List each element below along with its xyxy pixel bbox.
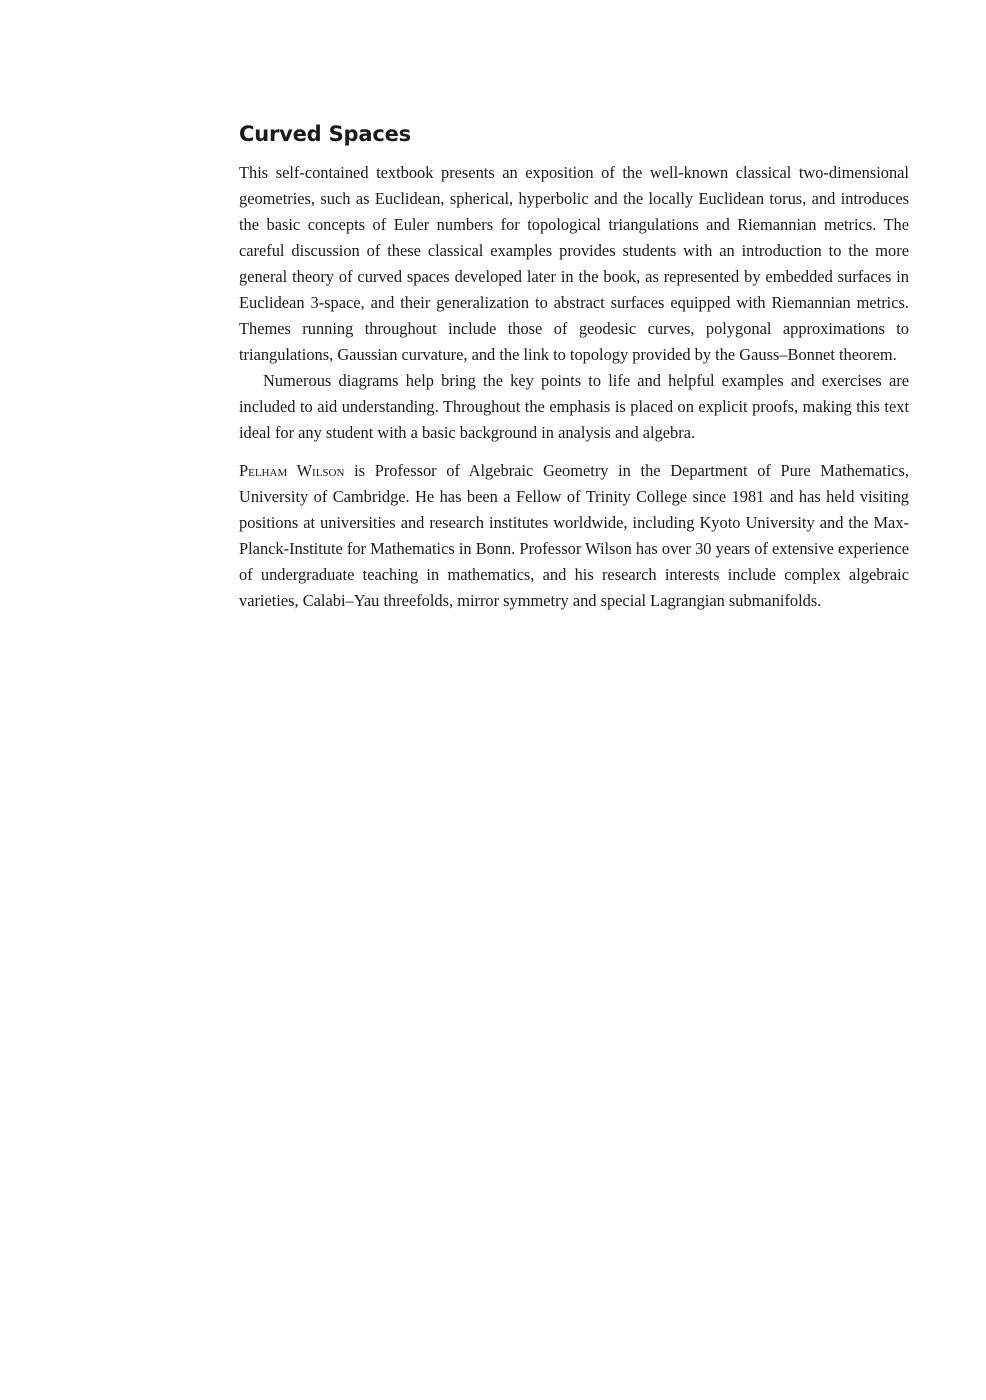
book-blurb bbox=[239, 118, 909, 614]
author-name: Pelham Wilson bbox=[239, 461, 345, 480]
author-bio bbox=[239, 458, 909, 614]
description-paragraph-1: This self-contained textbook presents an exposition of the well-known classical two-dimensional geometries, such as Euclidean, spherical, hyperbolic and the locally Euclidean torus, and introduces the basic concepts of Euler numbers for topological triangulations and Riemannian metrics. The careful discussion of these classical examples provides students with an introduction to the more general theory of curved spaces developed later in the book, as represented by embedded surfaces in Euclidean 3-space, and their generalization to abstract surfaces equipped with Riemannian metrics. Themes running throughout include those of geodesic curves, polygonal approximations to triangulations, Gaussian curvature, and the link to topology provided by the Gauss–Bonnet theorem. bbox=[239, 163, 909, 364]
book-title: Curved Spaces bbox=[239, 122, 411, 146]
author-bio-text: is Professor of Algebraic Geometry in the Department of Pure Mathematics, University of Cambridge. He has been a Fellow of Trinity College since 1981 and has held visiting positions at universities and research institutes worldwide, including Kyoto University and the Max-Planck-Institute for Mathematics in Bonn. Professor Wilson has over 30 years of extensive experience of undergraduate teaching in mathematics, and his research interests include complex algebraic varieties, Calabi–Yau threefolds, mirror symmetry and special Lagrangian submanifolds. bbox=[239, 461, 910, 610]
description-paragraph-2: Numerous diagrams help bring the key points to life and helpful examples and exercises are included to aid understanding. Throughout the emphasis is placed on explicit proofs, making this text ideal for any student with a basic background in analysis and algebra. bbox=[239, 371, 909, 442]
